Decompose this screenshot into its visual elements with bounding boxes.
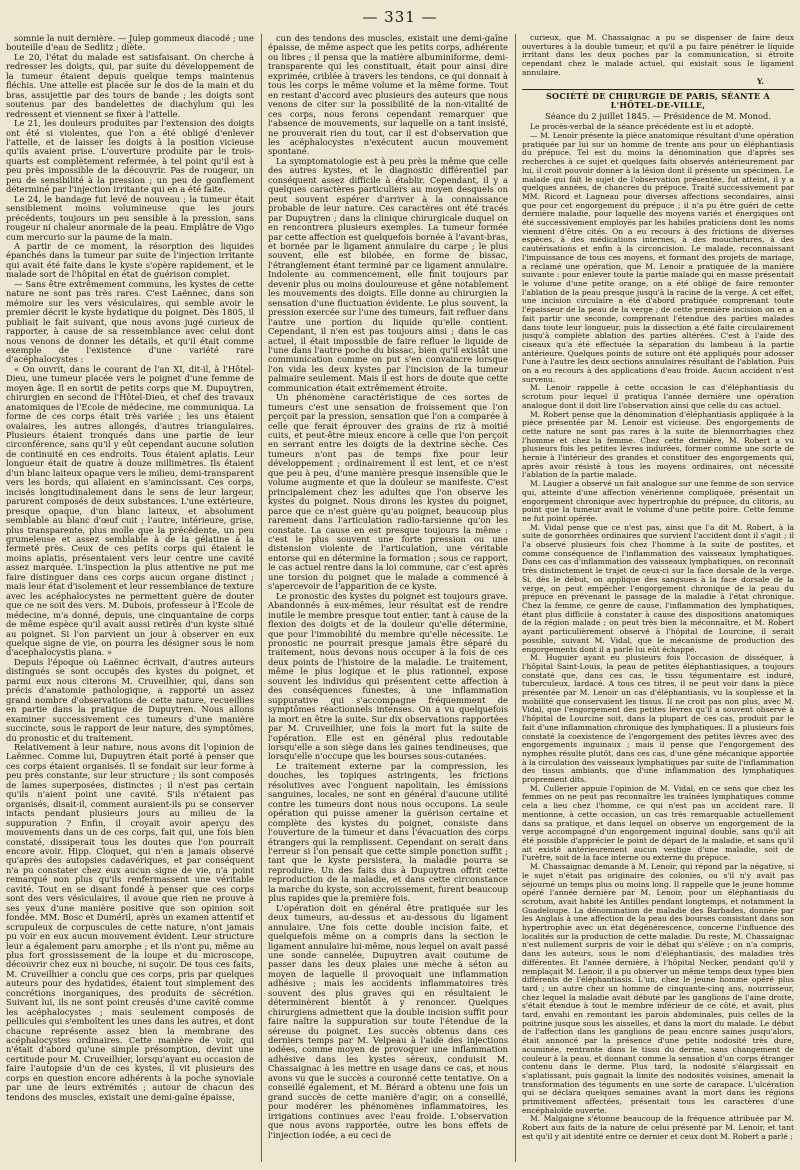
paragraph: Le 20, l'état du malade est satisfaisant. On cherche à redresser les doigts, qui, par suite du développement de la tumeur étaient depuis quelque temps maintenus fléchis. Une attelle est placée sur le dos de la main et du bras, assujettie par des tours de bande ; les doigts sont soutenus par des bandelettes de diachylum qui les redressent et viennent se fixer à l'attelle.: [6, 51, 254, 119]
paragraph: L'opération doit en général être pratiquée sur les deux tumeurs, au-dessus et au-dessous du ligament annulaire. Une fois cette double incision faite, et quelquefois même on a compris dans la section le ligament annulaire lui-même, nous lequel on avait passé une sonde cannelée, Dupuytren avait coutume de passer dans les deux plaies une mèche à séton au moyen de laquelle il provoquait une inflammation adhésive ; mais les accidents inflammatoires très souvent des plus graves qui en résultaient le déterminèrent bientôt à y renoncer. Quelques chirurgiens admettent que la double incision suffit pour faire naître la suppuration sur toute l'étendue de la séreuse du poignet. Les succès obtenus dans ces derniers temps par M. Velpeau à l'aide des injections iodées, comme moyen de provoquer une inflammation adhésive dans les kystes séreux, conduisit M. Chassaignac à les mettre en usage dans ce cas, et nous avons vu que le succès a couronné cette tentative. On a conseillé également, et M. Bérard a obtenu une fois un grand succès de cette manière d'agir, on a conseillé, pour modérer les phénomènes inflammatoires, les irrigations continues avec l'eau froide. L'observation que nous avons rapportée, outre les bons effets de l'injection iodée, a eu ceci de: [268, 902, 508, 1140]
paragraph: A partir de ce moment, la résorption des liquides épanchés dans la tumeur par suite de l'injection irritante qui avait été faite dans le kyste s'opère rapidement, et le malade sort de l'hôpital en état de guérison complet.: [6, 240, 254, 280]
paragraph: — M. Lenoir présente la pièce anatomique résultant d'une opération pratiquée par lui sur un homme de trente ans pour un éléphantiasis du prépuce. Tel est du moins la dénomination que d'après ses recherches à ce sujet et quelques faits observés antérieurement par lui, il croit pouvoir donner à la lésion dont il présente un spécimen. Le malade qui fait le sujet de l'observation présentée, fut atteint, il y a quelques années, de chancres du prépuce. Traité successivement par MM. Ricord et Lagneau pour diverses affections secondaires, ainsi que pour cet engorgement du prépuce ; il n'a pu être guéri de cette dernière maladie, pour laquelle des moyens variés et énergiques ont été successivement employés par les habiles praticiens dont les noms viennent d'être cités. On a eu recours à des frictions de diverses espèces, à des médications internes, à des mouchetures, à des cautérisations et enfin à la circoncision. Le malade, reconnaissant l'impuissance de tous ces moyens, et formant des projets de mariage, a réclamé une opération, que M. Lenoir a pratiquée de la manière suivante : pour enlever toute la partie malade qui en masse présentait le volume d'une petite orange, on a été obligé de faire remonter l'ablation de la peau presque jusqu'à la racine de la verge. A cet effet, une incision circulaire a été d'abord pratiquée comprenant toute l'épaisseur de la peau de la verge ; de cette première incision on en a fait partir une seconde, comprenant l'étendue des parties malades dans toute leur longueur, puis la dissection a été faite circulairement jusqu'à complète ablation des parties altérées. C'est à l'aide des ciseaux qu'a été effectuée la séparation du lambeau à la partie antérieure. Quelques points de suture ont été appliqués pour adosser l'une à l'autre les deux sections annulaires résultant de l'ablation. Puis on a eu recours à des applications d'eau froide. Aucun accident n'est survenu.: [522, 131, 794, 384]
paragraph: Le traitement externe par la compression, les douches, les topiques astringents, les frictions résolutives avec l'onguent napolitain, les émissions sanguines, locales, ne sont en général d'aucune utilité contre les tumeurs dont nous nous occupons. La seule opération qui puisse amener la guérison certaine et complète des kystes du poignet, consiste dans l'ouverture de la tumeur et dans l'évacuation des corps étrangers qui la remplissent. Cependant on serait dans l'erreur si l'on pensait que cette simple ponction suffit ; tant que le kyste persistera, la maladie pourra se reproduire. Un des faits dus à Dupuytren offrit cette reproduction de la maladie, et dans cette circonstance la marche du kyste, son accroissement, furent beaucoup plus rapides que la première fois.: [268, 760, 508, 904]
paragraph: La symptomatologie est à peu près la même que celle des autres kystes, et le diagnostic différentiel par conséquent assez difficile à établir. Cependant, il y a quelques caractères particuliers au moyen desquels on peut souvent espérer d'arriver à la connaissance probable de leur nature. Ces caractères ont été tracés par Dupuytren ; dans la clinique chirurgicale duquel on en rencontrera plusieurs exemples. La tumeur formée par cette affection est quelquefois bornée à l'avant-bras, et bornée par le ligament annulaire du carpe ; le plus souvent, elle est bilobée, en forme de bissac, l'étranglement étant terminé par ce ligament annulaire. Indolente au commencement, elle finit toujours par devenir plus ou moins douloureuse et gêne notablement les mouvements des doigts. Elle donne au chirurgien la sensation d'une fluctuation évidente. Le plus souvent, la pression exercée sur l'une des tumeurs, fait refluer dans l'autre une portion du liquide qu'elle contient. Cependant, il n'en est pas toujours ainsi ; dans le cas actuel, il était impossible de faire refluer le liquide de l'une dans l'autre poche du bissac, bien qu'il existât une communication comme on put s'en convaincre lorsque l'on vida les deux kystes par l'incision de la tumeur palmaire seulement. Mais il est hors de doute que cette communication était extrêmement étroite.: [268, 155, 508, 393]
paragraph: M. Laugier a observé un fait analogue sur une femme de son service qui, atteinte d'une affection vénérienne compliquée, présentait un engorgement chronique avec hypertrophie du prépuce, du clitoris, au point que la tumeur avait le volume d'une petite poire. Cette femme ne fut point opérée.: [522, 479, 794, 523]
paragraph: M. Malgaigne s'étonne beaucoup de la fréquence attribuée par M. Robert aux faits de la nature de celui présenté par M. Lenoir, et tant est qu'il y ait identité entre ce dernier et ceux dont M. Robert a parlé ;: [522, 1114, 794, 1141]
paragraph: Le 21, les douleurs produites par l'extension des doigts ont été si violentes, que l'on a été obligé d'enlever l'attelle, et de laisser les doigts à la position vicieuse qu'ils avaient prise. L'ouverture produite par le trois-quarts est complètement refermée, à tel point qu'il est à peu près impossible de la découvrir. Pas de rougeur, un peu de sensibilité à la pression ; un peu de gonflement déterminé par l'injection irritante qui en a été faite.: [6, 118, 254, 195]
paragraph: cun des tendons des muscles, existait une demi-gaîne épaisse, de même aspect que les petits corps, adhérente ou libres ; il pensa que la matière albuminiforme, demi-transparente qui les constituait, était pour ainsi dire exprimée, criblée à travers les tendons, ce qui donnait à tous les corps le même volume et la même forme. Tout en restant d'accord avec plusieurs des auteurs que nous venons de citer sur la possibilité de la non-vitalité de ces corps, nous ferons cependant remarquer que l'absence de mouvements, sur laquelle on a tant insisté, ne prouverait rien du tout, car il est d'observation que les acéphalocystes n'exécutent aucun mouvement spontané.: [268, 34, 508, 157]
column-middle: [268, 34, 508, 1164]
paragraph: — Sans être extrêmement communs, les kystes de cette nature ne sont pas très rares. C'est Laënnec, dans son mémoire sur les vers vésiculaires, qui semble avoir le premier décrit le kyste hydatique du poignet. Dès 1805, il publiait le fait suivant, que nous avons jugé curieux de rapporter, à cause de sa ressemblance avec celui dont nous venons de donner les détails, et qu'il était comme exemple de l'existence d'une variété rare d'acéphalocystes :: [6, 278, 254, 365]
paragraph: Le procès-verbal de la séance précédente est lu et adopté.: [530, 122, 754, 132]
paragraph: M. Huguier ayant eu plusieurs fois l'occasion de disséquer, à l'hôpital Saint-Louis, la peau de petites éléphantiasiques, a toujours constaté que, dans ces cas, le tissu tégumentaire est induré, tuberculeux, lardacé. A tous ces titres, il ne peut voir dans la pièce présentée par M. Lenoir un cas d'éléphantiasis, vu la souplesse et la mobilité que conservaient les tissus. Il ne croit pas non plus, avec M. Vidal, que l'engorgement des petites lèvres qu'il a souvent observé à l'hôpital de Lourcine soit, dans la plupart de ces cas, produit par le fait d'une inflammation chronique des lymphatiques. Il a plusieurs fois constaté la coexistence de l'engorgement des petites lèvres avec des engorgements inguinaux ; mais il pense que l'engorgement des nymphes résulte plutôt, dans ces cas, d'une gêne mécanique apportée à la circulation des vaisseaux lymphatiques par suite de l'inflammation des tissus ambiants, que d'une inflammation des lymphatiques proprement dits.: [522, 653, 794, 785]
paragraph: M. Cullerier appuie l'opinion de M. Vidal, en ce sens que chez les femmes on ne peut pas reconnaître les traînées lymphatiques comme cela a lieu chez l'homme, ce qui n'est pas un accident rare. Il mentionne, à cette occasion, un cas très remarquable actuellement dans sa pratique, et dans lequel on observe un engorgement de la verge accompagné d'un engorgement inguinal double, sans qu'il ait été possible d'apprécier le point de départ de la maladie, et sans qu'il ait existé antérieurement aucun vestige d'une maladie, soit de l'urètre, soit de la face interne ou externe du prépuce.: [522, 783, 794, 863]
section-rule: [522, 89, 794, 90]
author-signature: Y.: [756, 76, 764, 86]
section-heading: SOCIÉTÉ DE CHIRURGIE DE PARIS, SÉANTE A L'HÔTEL-DE-VILLE,: [545, 91, 771, 110]
paragraph: M. Chassaignac demande à M. Lenoir, qui répond par la négative, si le sujet n'était pas originaire des colonies, ou s'il n'y avait pas séjourné un temps plus ou moins long. Il rappelle que le jeune homme opéré l'année dernière par M. Lenoir, pour un éléphantiasis du scrotum, avait habité les Antilles pendant longtemps, et notamment la Guadeloupe. La dénomination de maladie des Barbades, donnée par les Anglais à une affection de la peau des bourses consistant dans son hypertrophie avec un état dégénérescence, concerne l'influence des localités sur la production de cette maladie. Du reste, M. Chassaignac n'est nullement surpris de voir le débat qui s'élève ; on n'a compris, dans les auteurs, sous le nom d'éléphantiasis, des maladies très différentes. Et l'année dernière, à l'hôpital Necker, pendant qu'il y remplaçait M. Lenoir, il a pu observer un même temps deux types bien différents de l'éléphantiasis. L'un, chez le jeune homme opéré plus tard ; un autre chez un homme de cinquante-cinq ans, nourrisseur, chez lequel la maladie avait débuté par les ganglions de l'aine droite, s'était étendue à tout le membre inférieur de ce côté, et avait, plus tard, envahi en remontant les parois abdominales, puis celles de la poitrine jusque sous les aisselles, et dans la mort du malade. Le début de l'affection dans les ganglions de peau encore saines jusqu'alors, était annoncé par la présence d'une petite nodosité très dure, acuminée, rentrante dans le tissu du derme, sans changement de couleur à la peau, et donnant comme la sensation d'un corps étranger contenu dans le derme. Plus tard, la nodosité s'élargissait en s'aplatissant, puis gagnait la limite des nodosités voisines, amenait la transformation des téguments en une sorte de carapace. L'ulcération qui se déclara quelques semaines avant la mort dans les régions primitivement affectées, présentait tous les caractères d'une encéphaloïde ouverte.: [522, 862, 794, 1115]
paragraph: Le pronostic des kystes du poignet est toujours grave. Abandonnés à eux-mêmes, leur résultat est de rendre inutile le membre presque tout entier, tant à cause de la flexion des doigts et de la douleur qu'elle détermine, que pour l'immobilité du membre qu'elle nécessite. Le pronostic ne pourrait presque jamais être séparé du traitement, nous devons nous occuper à la fois de ces deux points de l'histoire de la maladie. Le traitement, même le plus logique et le plus rationnel, expose souvent les individus qui présentent cette affection à des conséquences funestes, à une inflammation suppurative qui s'accompagne fréquemment de symptômes réactionnels intenses. On a vu quelquefois la mort en être la suite. Sur dix observations rapportées par M. Cruveilhier, une fois la mort fut la suite de l'opération. Elle est en général plus redoutable lorsqu'elle a son siège dans les gaines tendineuses, que lorsqu'elle n'occupe que les bourses sous-cutanées.: [268, 590, 508, 762]
paragraph: M. Robert pense que la dénomination d'éléphantiasis appliquée à la pièce présentée par M. Lenoir est vicieuse. Des engorgements de cette nature ne sont pas rares à la suite de blennorrhagies chez l'homme et chez la femme. Chez cette dernière, M. Robert a vu plusieurs fois les petites lèvres indurées, former comme une sorte de hernie à l'intérieur des grandes et constituer des engorgements qui, après avoir résisté à tous les moyens ordinaires, ont nécessité l'ablation de la partie malade.: [522, 409, 794, 480]
quotation-paragraph: « On ouvrit, dans le courant de l'an XI, dit-il, à l'Hôtel-Dieu, une tumeur placée vers le poignet d'une femme de moyen âge. Il en sortit de petits corps que M. Dupuytren, chirurgien en second de l'Hôtel-Dieu, et chef des travaux anatomiques de l'Ecole de médecine, me communiqua. La forme de ces corps était très variée ; les uns étaient ovalaires, les autres allongés, d'autres triangulaires. Plusieurs étaient tronqués dans une partie de leur circonférence, sans qu'il y eût cependant aucune solution de continuité en ces endroits. Tous étaient aplatis. Leur longueur était de quatre à douze millimètres. Ils étaient d'un blanc laiteux opaque vers le milieu, demi-transparent vers les bords, qui allaient en s'amincissant. Ces corps, incisés longitudinalement dans le sens de leur largeur, parurent composés de deux substances. L'une extérieure, presque opaque, d'un blanc laiteux, et absolument semblable au blanc d'œuf cuit ; l'autre, intérieure, grise, plus transparente, plus molle que la précédente, un peu grumeleuse et assez semblable à de la gélatine à la fermeté près. Ceux de ces petits corps qui étaient le moins aplatis, présentaient vers leur centre une cavité assez marquée. L'inspection la plus attentive ne put me faire distinguer dans ces corps aucun organe distinct ; mais leur état d'isolement et leur ressemblance de texture avec les acéphalocystes ne permettent guère de douter que ce ne soit des vers. M. Dubois, professeur à l'Ecole de médecine, m'a donné, depuis, une cinquantaine de corps de même espèce qu'il avait aussi retirés d'un kyste situé au poignet. Si l'on parvient un jour à observer en eux quelque signe de vie, on pourra les désigner sous le nom d'acephalocystis plana. »: [6, 363, 254, 658]
paragraph: M. Vidal pense que ce n'est pas, ainsi que l'a dit M. Robert, à la suite de gonorrhées ordinaires que survient l'accident dont il s'agit ; il l'a observé plusieurs fois chez l'homme à la suite de postites, et comme conséquence de l'inflammation des vaisseaux lymphatiques. Dans ces cas d'inflammation des vaisseaux lymphatiques, on reconnaît très distinctement le trajet de ceux-ci sur la face dorsale de la verge. Si, dès le début, on applique des sangsues à la face dorsale de la verge, on peut empêcher l'engorgement chronique de la peau du prépuce en prévenant le passage de la maladie à l'état chronique. Chez la femme, ce genre de cause, l'inflammation des lymphatiques, étant plus difficile à constater à cause des dispositions anatomiques de la région malade ; on peut très bien la méconnaître, et M. Robert ayant particulièrement observé à l'hôpital de Lourcine, il serait possible, suivant M. Vidal, que le mécanisme de production des engorgements dont il a parlé lui eût échappé.: [522, 522, 794, 654]
paragraph: Depuis l'époque où Laënnec écrivait, d'autres auteurs distingués se sont occupés des kystes du poignet, et parmi eux nous citerons M. Cruveilhier, qui, dans son précis d'anatomie pathologique, a rapporté un assez grand nombre d'observations de cette nature, recueillies en partie dans la pratique de Dupuytren. Nous allons examiner successivement ces tumeurs d'une manière succincte, sous le rapport de leur nature, des symptômes, du pronostic et du traitement.: [6, 656, 254, 743]
paragraph: Un phénomène caractéristique de ces sortes de tumeurs c'est une sensation de froissement que l'on perçoit par la pression, sensation que l'on a comparée à celle que ferait éprouver des grains de riz à moitié cuits, et peut-être mieux encore à celle que l'on perçoit en serrant entre les doigts de la dextrine sèche. Ces tumeurs n'ont pas de temps fixe pour leur développement ; ordinairement il est lent, et ce n'est que peu à peu, d'une manière presque insensible que le volume augmente et que la douleur se manifeste. C'est principalement chez les adultes que l'on observe les kystes du poignet. Nous dirons les kystes du poignet, parce que ce n'est guère qu'au poignet, beaucoup plus rarement dans l'articulation radio-tarsienne qu'on les constate. La cause en est presque toujours la même : c'est le plus souvent une forte pression ou une distension violente de l'articulation, une véritable entorse qui en détermine la formation ; sous ce rapport, le cas actuel rentre dans la loi commune, car c'est après une torsion du poignet que le malade a commencé à s'apercevoir de l'apparition de ce kyste.: [268, 392, 508, 592]
column-right: [522, 34, 794, 1164]
paragraph: M. Lenoir rappelle à cette occasion le cas d'éléphantiasis du scrotum pour lequel il pratiqua l'année dernière une opération analogue dont il doit lire l'observation ainsi que celle du cas actuel.: [522, 383, 794, 410]
paragraph: Relativement à leur nature, nous avons dit l'opinion de Laënnec. Comme lui, Dupuytren était porté à penser que ces corps étaient organisés. Il se fondait sur leur forme à peu près constante, sur leur structure ; ils sont composés de lames superposées, distinctes ; il n'est pas certain qu'ils n'aient point une cavité. S'ils n'étaient pas organisés, disait-il, comment auraient-ils pu se conserver intacts pendant plusieurs jours au milieu de la suppuration ? Enfin, il croyait avoir aperçu des mouvements dans un de ces corps, fait qui, une fois bien constaté, dissiperait tous les doutes que l'on pourrait encore avoir. Hipp. Cloquet, qui n'en a jamais observé qu'après des autopsies cadavériques, et par conséquent n'a pu constater chez eux aucun signe de vie, n'a point remarqué non plus qu'ils renfermassent une véritable cavité. Tout en se disant fondé à penser que ces corps sont des vers vésiculaires, il avoue que rien ne prouve à ses yeux d'une manière positive que son opinion soit fondée. MM. Bosc et Duméril, après un examen attentif et scrupuleux de corpuscules de cette nature, n'ont jamais pu voir en eux aucun mouvement évident. Leur structure leur a également paru amorphe ; et ils n'ont pu, même au plus fort grossissement de la loupe et du microscope, découvrir chez eux ni bouche, ni suçoir. De tous ces faits, M. Cruveilhier a conclu que ces corps, pris par quelques auteurs pour des hydatides, étaient tout simplement des concrétions inorganiques, des produits de sécrétion. Suivant lui, ils ne sont point creusés d'une cavité comme les acéphalocystes ; mais seulement composés de pellicules qui s'emboîtent les unes dans les autres, et dont chacune représente assez bien la membrane des acéphalocystes ordinaires. Cette manière de voir, qui n'était d'abord qu'une simple présomption, devint une certitude pour M. Cruveilhier, lorsqu'ayant eu occasion de faire l'autopsie d'un de ces kystes, il vit plusieurs des corps en question encore adhérents à la poche synoviale par une de leurs extrémités ; autour de chacun des tendons des muscles, existait une demi-gaîne épaisse,: [6, 741, 254, 1102]
column-divider: [515, 34, 516, 1162]
page-number: — 331 —: [362, 8, 438, 26]
paragraph: somnie la nuit dernière. — Julep gommeux diacodé ; une bouteille d'eau de Sedlitz ; diète.: [6, 34, 254, 53]
column-divider: [261, 34, 262, 1162]
paragraph: curieux, que M. Chassaignac a pu se dispenser de faire deux ouvertures à la double tumeur, et qu'il a pu faire pénétrer le liquide irritant dans les deux poches par la communication, si étroite cependant chez le malade actuel, qui existait sous le ligament annulaire.: [522, 34, 794, 77]
column-left: [6, 34, 254, 1164]
session-line: Séance du 2 juillet 1845. — Présidence de M. Monod.: [545, 110, 771, 121]
paragraph: Le 24, le bandage fut levé de nouveau ; la tumeur était sensiblement moins volumineuse que les jours précédents, toujours un peu sensible à la pression, sans rougeur ni chaleur anormale de la peau. Emplâtre de Vigo cum mercurio sur la paume de la main.: [6, 193, 254, 242]
